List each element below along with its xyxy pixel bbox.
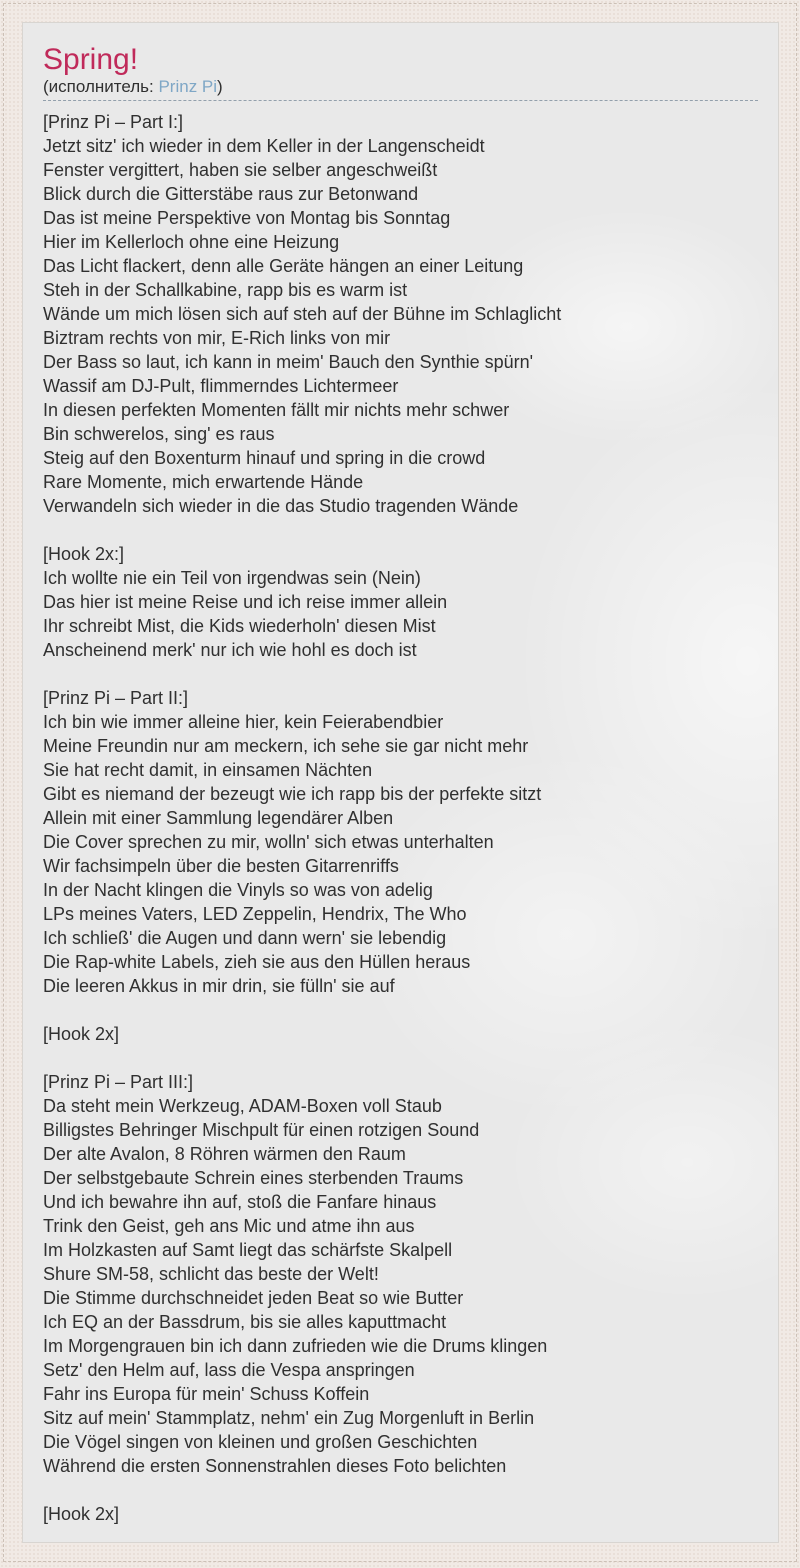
- lyric-line: Meine Freundin nur am meckern, ich sehe sie gar nicht mehr: [43, 736, 529, 756]
- stanza: [43, 542, 758, 662]
- lyric-line: [Prinz Pi – Part II:]: [43, 688, 189, 708]
- stanza: [43, 1070, 758, 1478]
- lyric-line: Der Bass so laut, ich kann in meim' Bauch den Synthie spürn': [43, 352, 534, 372]
- lyric-line: Rare Momente, mich erwartende Hände: [43, 472, 364, 492]
- artist-label-suffix: ): [217, 77, 223, 96]
- lyric-line: Das Licht flackert, denn alle Geräte hängen an einer Leitung: [43, 256, 524, 276]
- lyric-line: Ihr schreibt Mist, die Kids wiederholn' diesen Mist: [43, 616, 436, 636]
- lyric-line: Da steht mein Werkzeug, ADAM-Boxen voll Staub: [43, 1096, 442, 1116]
- lyric-line: Das ist meine Perspektive von Montag bis Sonntag: [43, 208, 451, 228]
- lyric-line: Anscheinend merk' nur ich wie hohl es doch ist: [43, 640, 417, 660]
- lyric-line: [Hook 2x:]: [43, 544, 125, 564]
- lyric-line: Steh in der Schallkabine, rapp bis es warm ist: [43, 280, 408, 300]
- lyric-line: Die leeren Akkus in mir drin, sie fülln' sie auf: [43, 976, 395, 996]
- lyric-line: Ich wollte nie ein Teil von irgendwas sein (Nein): [43, 568, 421, 588]
- lyrics: [43, 110, 758, 1526]
- lyric-line: Jetzt sitz' ich wieder in dem Keller in der Langenscheidt: [43, 136, 485, 156]
- lyric-line: Wände um mich lösen sich auf steh auf der Bühne im Schlaglicht: [43, 304, 562, 324]
- lyric-line: Verwandeln sich wieder in die das Studio tragenden Wände: [43, 496, 519, 516]
- song-title: Spring!: [43, 43, 139, 76]
- lyric-line: Ich bin wie immer alleine hier, kein Feierabendbier: [43, 712, 444, 732]
- lyric-line: Fahr ins Europa für mein' Schuss Koffein: [43, 1384, 370, 1404]
- artist-link[interactable]: Prinz Pi: [158, 77, 218, 96]
- lyric-line: Steig auf den Boxenturm hinauf und spring in die crowd: [43, 448, 486, 468]
- lyric-line: Hier im Kellerloch ohne eine Heizung: [43, 232, 340, 252]
- lyric-line: Ich schließ' die Augen und dann wern' sie lebendig: [43, 928, 447, 948]
- lyric-line: Gibt es niemand der bezeugt wie ich rapp bis der perfekte sitzt: [43, 784, 542, 804]
- lyric-line: Bin schwerelos, sing' es raus: [43, 424, 275, 444]
- lyric-line: Die Cover sprechen zu mir, wolln' sich etwas unterhalten: [43, 832, 494, 852]
- lyric-line: Shure SM-58, schlicht das beste der Welt!: [43, 1264, 379, 1284]
- lyric-line: Blick durch die Gitterstäbe raus zur Betonwand: [43, 184, 419, 204]
- lyric-line: Sie hat recht damit, in einsamen Nächten: [43, 760, 373, 780]
- lyric-line: Ich EQ an der Bassdrum, bis sie alles kaputtmacht: [43, 1312, 447, 1332]
- lyric-line: In diesen perfekten Momenten fällt mir nichts mehr schwer: [43, 400, 510, 420]
- lyric-line: Der alte Avalon, 8 Röhren wärmen den Raum: [43, 1144, 406, 1164]
- lyric-line: Biztram rechts von mir, E-Rich links von mir: [43, 328, 391, 348]
- lyric-line: Sitz auf mein' Stammplatz, nehm' ein Zug Morgenluft in Berlin: [43, 1408, 535, 1428]
- lyric-line: [Hook 2x]: [43, 1024, 120, 1044]
- lyric-line: Das hier ist meine Reise und ich reise immer allein: [43, 592, 448, 612]
- lyric-line: Die Vögel singen von kleinen und großen Geschichten: [43, 1432, 478, 1452]
- lyric-line: Im Morgengrauen bin ich dann zufrieden wie die Drums klingen: [43, 1336, 548, 1356]
- stanza: [43, 1022, 758, 1046]
- lyric-line: [Hook 2x]: [43, 1504, 120, 1524]
- lyric-line: Allein mit einer Sammlung legendärer Alben: [43, 808, 394, 828]
- lyric-line: Wassif am DJ-Pult, flimmerndes Lichtermeer: [43, 376, 399, 396]
- lyric-line: Die Rap-white Labels, zieh sie aus den Hüllen heraus: [43, 952, 471, 972]
- lyrics-panel: [22, 22, 779, 1543]
- artist-label: (исполнитель:: [43, 77, 159, 96]
- stanza: [43, 1502, 758, 1526]
- stanza: [43, 110, 758, 518]
- lyric-line: Im Holzkasten auf Samt liegt das schärfste Skalpell: [43, 1240, 453, 1260]
- lyric-line: Wir fachsimpeln über die besten Gitarrenriffs: [43, 856, 399, 876]
- lyric-line: Die Stimme durchschneidet jeden Beat so wie Butter: [43, 1288, 464, 1308]
- lyric-line: [Prinz Pi – Part I:]: [43, 112, 184, 132]
- dashed-separator: [43, 99, 758, 101]
- lyric-line: Während die ersten Sonnenstrahlen dieses Foto belichten: [43, 1456, 507, 1476]
- lyric-line: LPs meines Vaters, LED Zeppelin, Hendrix, The Who: [43, 904, 467, 924]
- lyric-line: In der Nacht klingen die Vinyls so was von adelig: [43, 880, 433, 900]
- lyric-line: Fenster vergittert, haben sie selber angeschweißt: [43, 160, 438, 180]
- stanza: [43, 686, 758, 998]
- lyric-line: Der selbstgebaute Schrein eines sterbenden Traums: [43, 1168, 464, 1188]
- lyric-line: Trink den Geist, geh ans Mic und atme ihn aus: [43, 1216, 415, 1236]
- lyric-line: Setz' den Helm auf, lass die Vespa anspringen: [43, 1360, 415, 1380]
- lyric-line: [Prinz Pi – Part III:]: [43, 1072, 194, 1092]
- lyric-line: Billigstes Behringer Mischpult für einen rotzigen Sound: [43, 1120, 480, 1140]
- artist-line: [43, 77, 758, 97]
- lyric-line: Und ich bewahre ihn auf, stoß die Fanfare hinaus: [43, 1192, 437, 1212]
